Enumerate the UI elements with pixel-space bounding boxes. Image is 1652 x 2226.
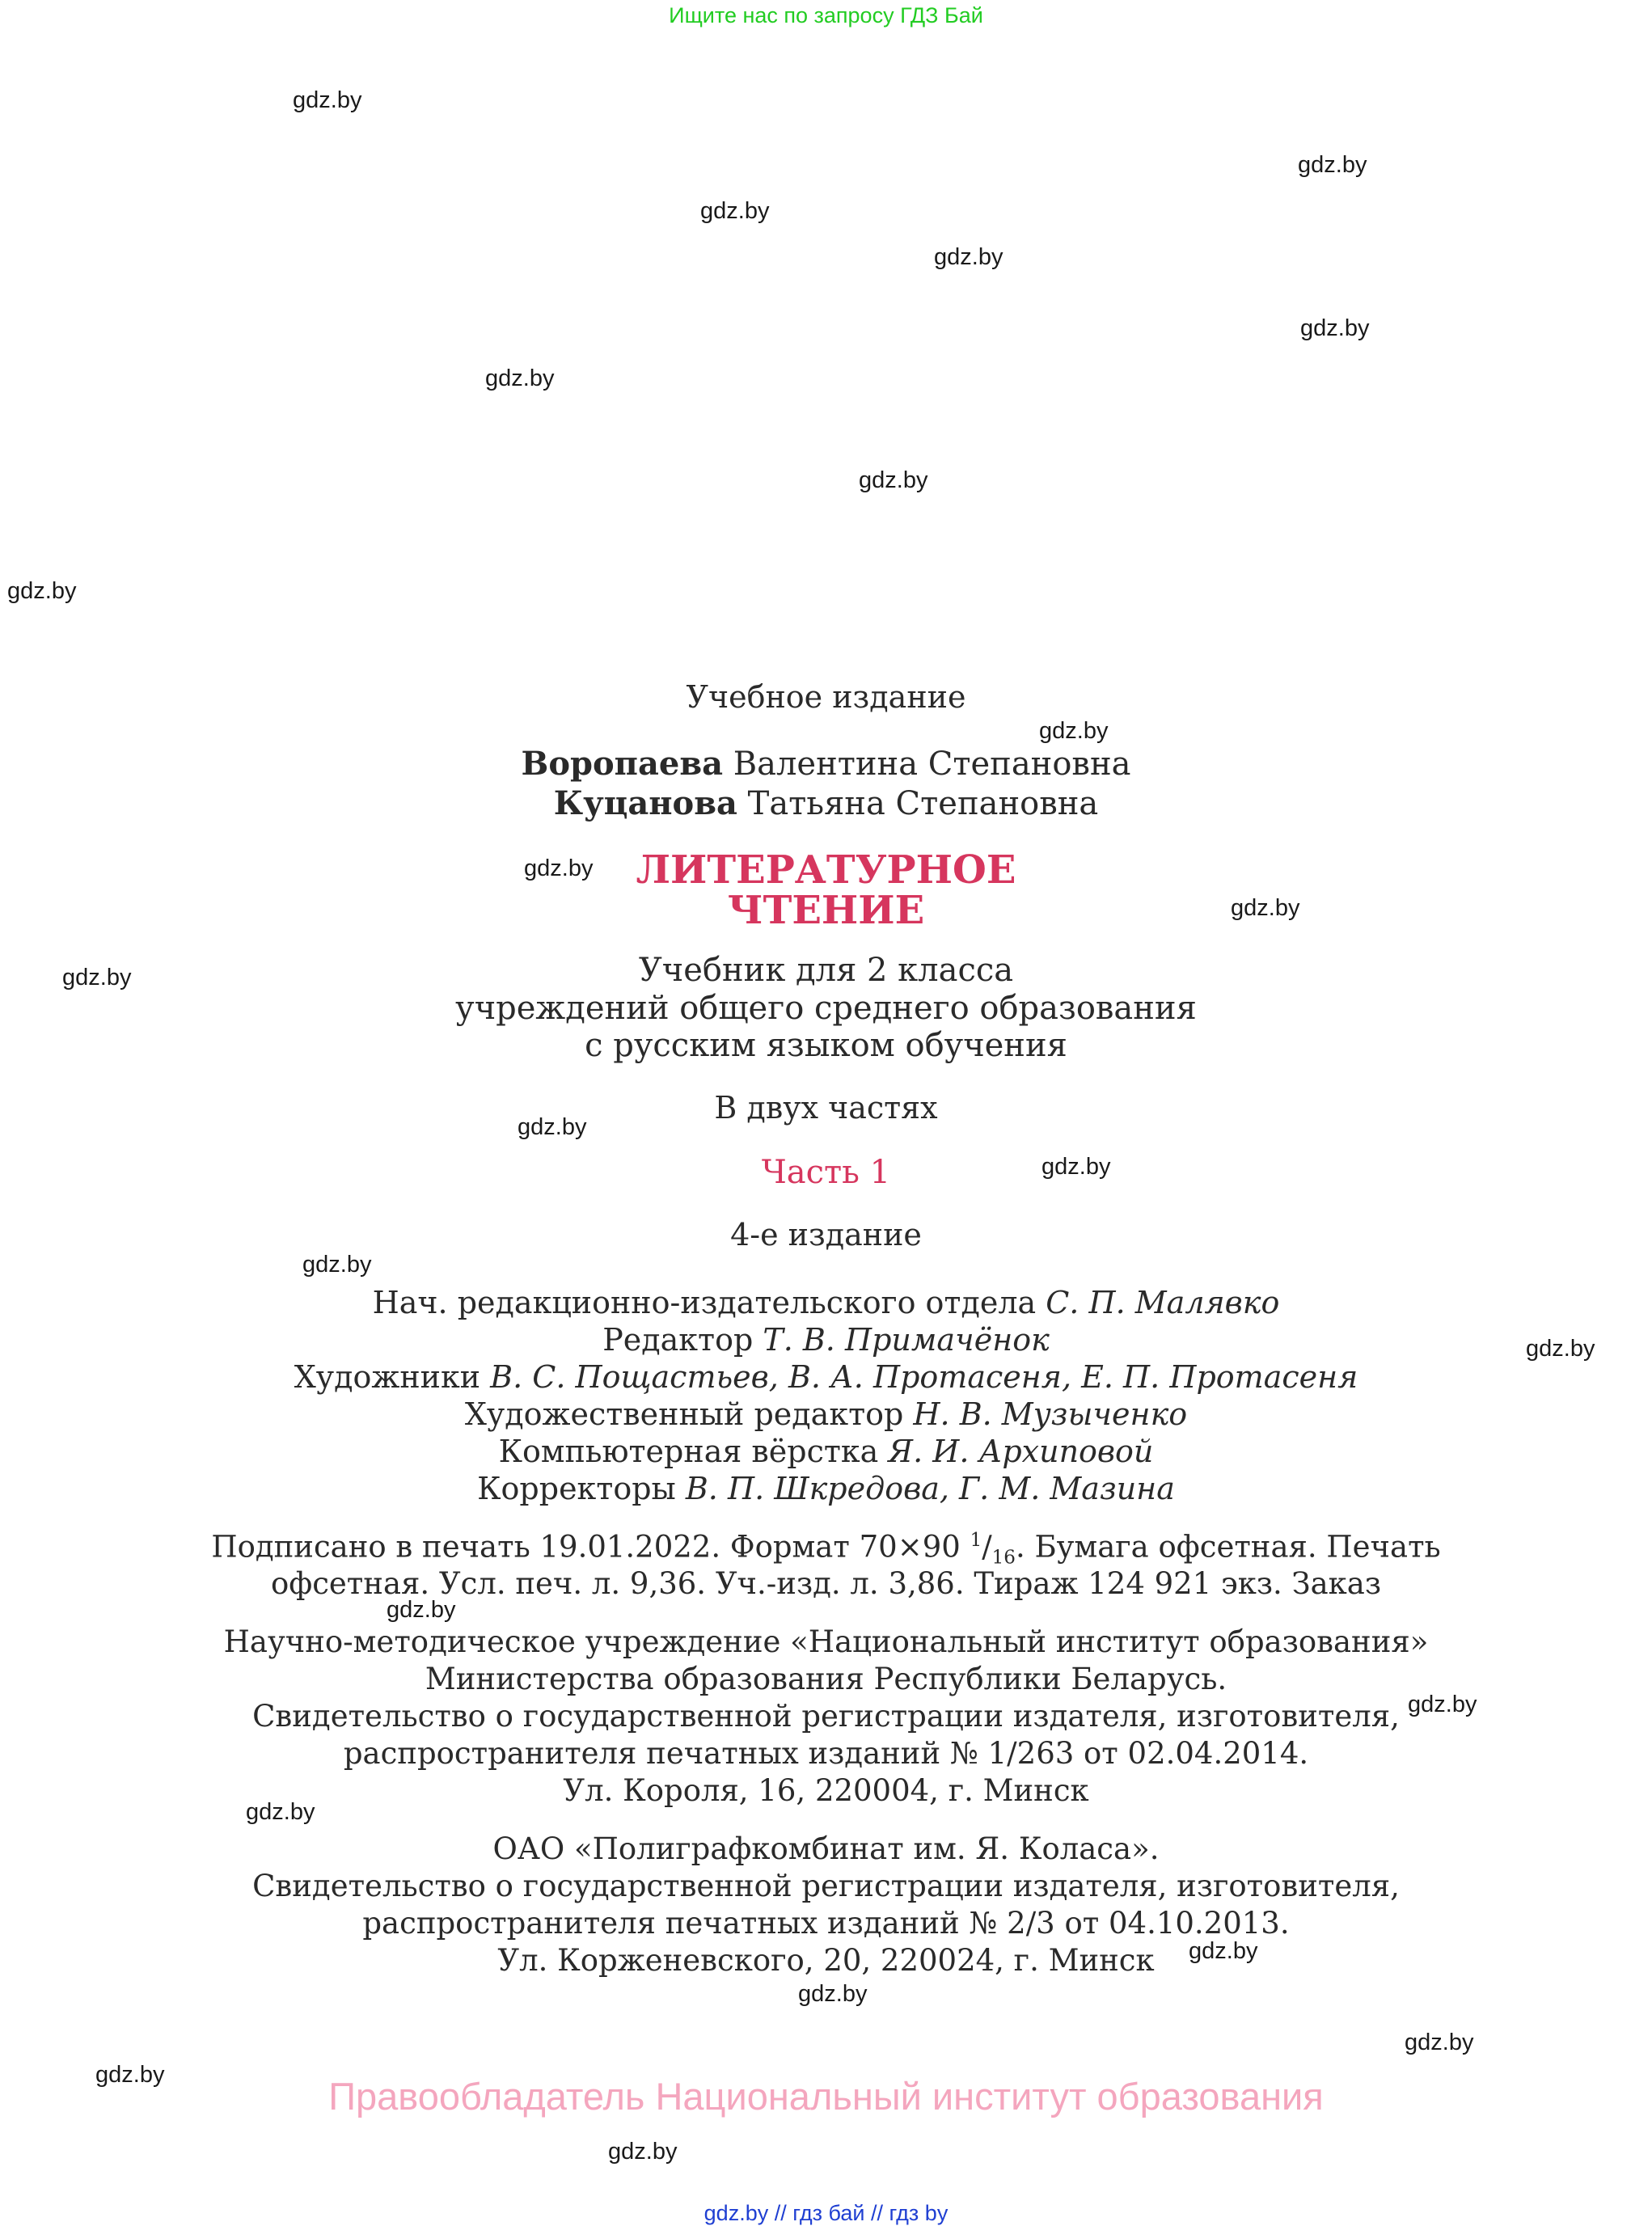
publisher-line: распространителя печатных изданий № 1/263 от 02.04.2014. — [343, 1736, 1309, 1771]
watermark: gdz.by — [387, 1597, 456, 1623]
edition-number: 4-е издание — [730, 1217, 922, 1252]
publisher-line: Свидетельство о государственной регистрации издателя, изготовителя, — [252, 1699, 1400, 1734]
watermark: gdz.by — [1231, 895, 1300, 921]
subtitle-line: Учебник для 2 класса — [638, 952, 1014, 989]
credit-line — [0, 1396, 1652, 1432]
link-gdz-by[interactable]: gdz.by — [703, 2201, 769, 2225]
author-line — [0, 784, 1652, 822]
format-fraction-numerator: 1 — [970, 1530, 982, 1551]
top-banner[interactable]: Ищите нас по запросу ГДЗ Бай — [669, 3, 983, 27]
subtitle-line: учреждений общего среднего образования — [455, 990, 1197, 1027]
credit-role: Компьютерная вёрстка — [498, 1434, 879, 1469]
credit-role: Нач. редакционно-издательского отдела — [372, 1285, 1037, 1320]
watermark: gdz.by — [1298, 152, 1367, 178]
printer-line: Свидетельство о государственной регистрации издателя, изготовителя, — [252, 1869, 1400, 1903]
part-number: Часть 1 — [761, 1154, 891, 1191]
author-surname: Воропаева — [521, 745, 724, 783]
print-info-line: офсетная. Усл. печ. л. 9,36. Уч.-изд. л. 3,86. Тираж 124 921 экз. Заказ — [270, 1566, 1382, 1601]
author-given-name: Валентина Степановна — [733, 746, 1131, 783]
watermark: gdz.by — [1189, 1938, 1258, 1964]
watermark: gdz.by — [485, 365, 555, 391]
format-fraction-denominator: 16 — [991, 1547, 1016, 1569]
credit-name: В. П. Шкредова, Г. М. Мазина — [685, 1471, 1175, 1506]
times-sign: × — [897, 1529, 923, 1565]
watermark: gdz.by — [1526, 1336, 1595, 1362]
watermark: gdz.by — [1300, 315, 1370, 341]
printer-line: ОАО «Полиграфкомбинат им. Я. Коласа». — [492, 1831, 1160, 1866]
watermark: gdz.by — [1405, 2030, 1474, 2055]
watermark: gdz.by — [798, 1981, 868, 2007]
watermark: gdz.by — [934, 244, 1003, 270]
format-fraction-slash: / — [982, 1529, 992, 1565]
credit-role: Редактор — [602, 1322, 754, 1358]
credit-role: Художники — [294, 1359, 481, 1395]
printer-line: Ул. Корженевского, 20, 220024, г. Минск — [497, 1943, 1155, 1978]
parts-total: В двух частях — [714, 1090, 938, 1126]
bottom-links — [0, 2201, 1652, 2226]
credit-role: Корректоры — [477, 1471, 676, 1506]
credit-name: В. С. Пощастьев, В. А. Протасеня, Е. П. Протасеня — [490, 1359, 1358, 1395]
copyright-notice: Правообладатель Национальный институт образования — [328, 2075, 1324, 2118]
credit-role: Художественный редактор — [464, 1396, 904, 1432]
publisher-line: Министерства образования Республики Беларусь. — [425, 1662, 1227, 1696]
watermark: gdz.by — [1408, 1692, 1477, 1717]
link-gdz-by-alt[interactable]: гдз by — [889, 2201, 949, 2225]
watermark: gdz.by — [62, 965, 132, 991]
watermark: gdz.by — [293, 87, 362, 113]
subtitle-line: с русским языком обучения — [585, 1027, 1067, 1064]
watermark: gdz.by — [1039, 718, 1109, 744]
watermark: gdz.by — [1041, 1154, 1111, 1180]
print-info-text: Подписано в печать 19.01.2022. Формат 70 — [211, 1529, 898, 1565]
credit-line — [0, 1287, 1652, 1318]
author-line — [0, 745, 1652, 783]
credit-line — [0, 1322, 1652, 1358]
credit-name: Т. В. Примачёнок — [763, 1322, 1050, 1358]
watermark: gdz.by — [7, 578, 77, 604]
watermark: gdz.by — [518, 1114, 587, 1140]
print-info-text: 90 — [922, 1529, 961, 1565]
watermark: gdz.by — [524, 855, 594, 881]
print-info-text: . Бумага офсетная. Печать — [1015, 1529, 1441, 1565]
link-separator: // — [871, 2201, 884, 2225]
credit-name: С. П. Малявко — [1046, 1285, 1280, 1320]
credit-name: Я. И. Архиповой — [888, 1434, 1154, 1469]
author-given-name: Татьяна Степановна — [747, 785, 1099, 822]
book-title: ЛИТЕРАТУРНОЕ — [636, 847, 1016, 893]
watermark: gdz.by — [95, 2062, 165, 2088]
publisher-line: Научно-методическое учреждение «Национальный институт образования» — [223, 1624, 1429, 1659]
watermark: gdz.by — [302, 1252, 372, 1278]
credit-line — [0, 1359, 1652, 1395]
credit-name: Н. В. Музыченко — [913, 1396, 1188, 1432]
watermark: gdz.by — [700, 198, 770, 224]
link-separator: // — [774, 2201, 787, 2225]
watermark: gdz.by — [608, 2139, 678, 2165]
credit-line — [0, 1473, 1652, 1504]
watermark: gdz.by — [859, 467, 928, 493]
author-surname: Куцанова — [553, 784, 737, 822]
publisher-line: Ул. Короля, 16, 220004, г. Минск — [563, 1773, 1089, 1808]
edition-type: Учебное издание — [686, 679, 966, 715]
book-title: ЧТЕНИЕ — [727, 888, 925, 933]
credit-line — [0, 1436, 1652, 1467]
print-info-line — [0, 1531, 1652, 1568]
watermark: gdz.by — [246, 1799, 315, 1825]
printer-line: распространителя печатных изданий № 2/3 от 04.10.2013. — [362, 1906, 1290, 1941]
link-gdz-bai[interactable]: гдз бай — [792, 2201, 865, 2225]
